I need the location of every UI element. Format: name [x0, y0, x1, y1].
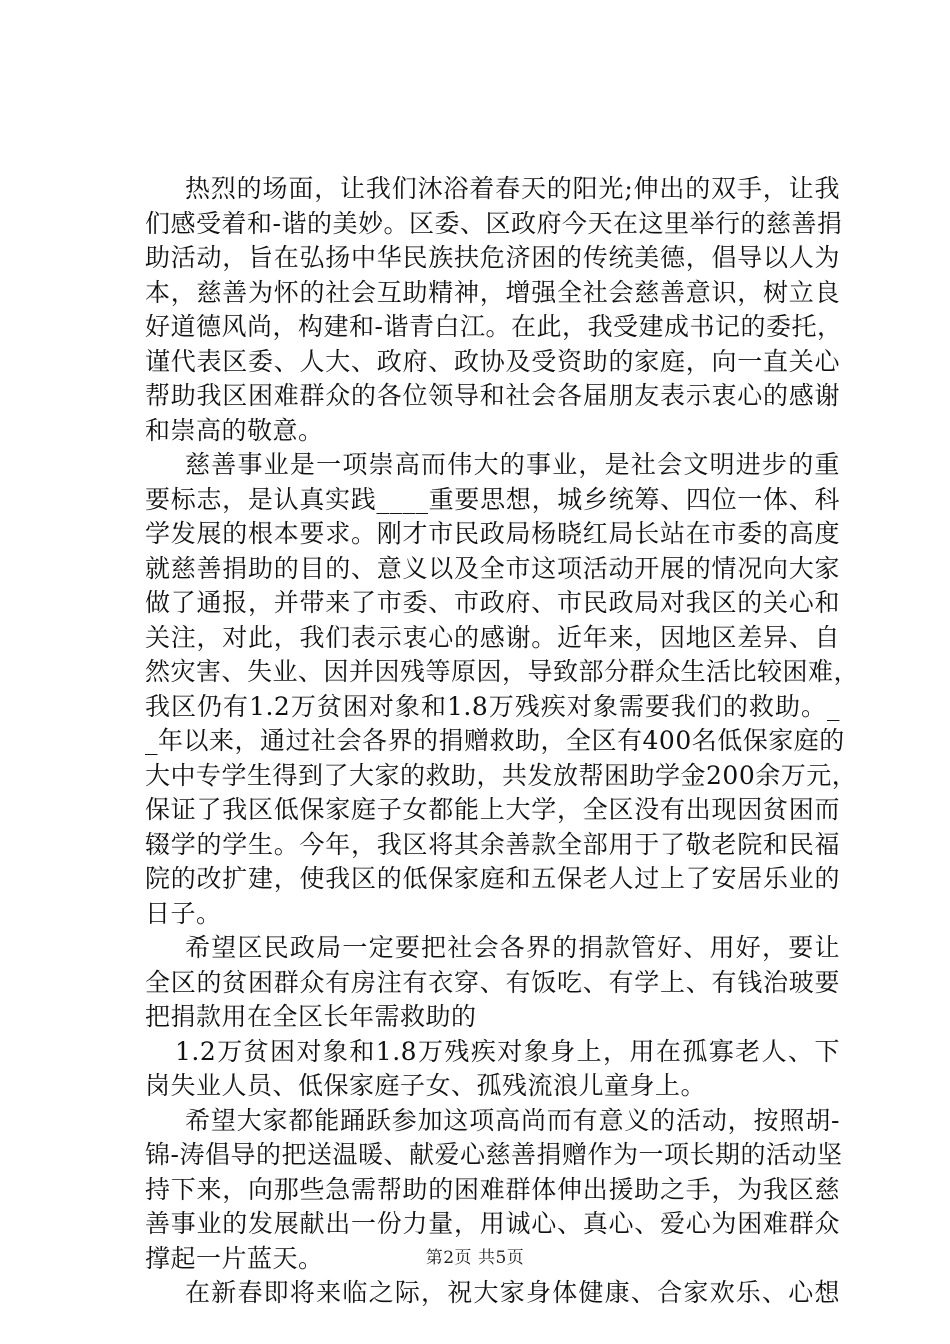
text-line: 辍学的学生。今年，我区将其余善款全部用于了敬老院和民福	[145, 829, 840, 859]
text-line: 就慈善捐助的目的、意义以及全市这项活动开展的情况向大家	[145, 553, 840, 583]
text-line: 和崇高的敬意。	[145, 415, 324, 445]
text-line: 关注，对此，我们表示衷心的感谢。近年来，因地区差异、自	[145, 622, 840, 652]
text-line: 岗失业人员、低保家庭子女、孤残流浪儿童身上。	[145, 1071, 707, 1100]
text-line: 在新春即将来临之际，祝大家身体健康、合家欢乐、心想	[185, 1278, 840, 1307]
text-line: 慈善事业是一项崇高而伟大的事业，是社会文明进步的重	[185, 450, 840, 479]
text-line: 然灾害、失业、因并因残等原因，导致部分群众生活比较困难，	[145, 657, 860, 686]
text-line: 学发展的根本要求。刚才市民政局杨晓红局长站在市委的高度	[145, 519, 840, 548]
text-line: 助活动，旨在弘扬中华民族扶危济困的传统美德，倡导以人为	[145, 243, 840, 272]
text-line: 日子。	[145, 898, 222, 928]
text-line: 把捐款用在全区长年需救助的	[145, 1002, 477, 1031]
text-line: 持下来，向那些急需帮助的困难群体伸出援助之手，为我区慈	[145, 1174, 840, 1204]
text-line: 做了通报，并带来了市委、市政府、市民政局对我区的关心和	[145, 588, 840, 617]
text-line: 们感受着和-谐的美妙。区委、区政府今天在这里举行的慈善捐	[145, 208, 843, 238]
text-line: 锦-涛倡导的把送温暖、献爱心慈善捐赠作为一项长期的活动坚	[145, 1140, 843, 1169]
text-line: 大中专学生得到了大家的救助，共发放帮困助学金200余万元，	[145, 760, 858, 790]
text-line: _年以来，通过社会各界的捐赠救助，全区有400名低保家庭的	[145, 726, 845, 755]
text-line: 本，慈善为怀的社会互助精神，增强全社会慈善意识，树立良	[145, 277, 840, 307]
text-line: 院的改扩建，使我区的低保家庭和五保老人过上了安居乐业的	[145, 864, 840, 893]
text-line: 保证了我区低保家庭子女都能上大学，全区没有出现因贫困而	[145, 795, 840, 824]
text-line: 谨代表区委、人大、政府、政协及受资助的家庭，向一直关心	[145, 346, 840, 376]
text-line: 要标志，是认真实践____重要思想，城乡统筹、四位一体、科	[145, 484, 840, 514]
text-line: 热烈的场面，让我们沐浴着春天的阳光;伸出的双手，让我	[185, 174, 840, 203]
page-number: 第2页 共5页	[425, 1248, 525, 1268]
text-line: 好道德风尚，构建和-谐青白江。在此，我受建成书记的委托，	[145, 312, 843, 341]
text-line: 全区的贫困群众有房注有衣穿、有饭吃、有学上、有钱治玻要	[145, 967, 840, 997]
page-footer	[0, 1243, 950, 1268]
text-line: 善事业的发展献出一份力量，用诚心、真心、爱心为困难群众	[145, 1209, 840, 1238]
text-line: 希望大家都能踊跃参加这项高尚而有意义的活动，按照胡-	[185, 1105, 840, 1135]
text-line: 我区仍有1.2万贫困对象和1.8万残疾对象需要我们的救助。_	[145, 691, 840, 721]
text-line: 帮助我区困难群众的各位领导和社会各届朋友表示衷心的感谢	[145, 381, 840, 410]
body-text	[145, 172, 860, 1311]
text-line: 1.2万贫困对象和1.8万残疾对象身上，用在孤寡老人、下	[175, 1036, 840, 1066]
text-line: 撑起一片蓝天。	[145, 1243, 324, 1273]
text-line: 希望区民政局一定要把社会各界的捐款管好、用好，要让	[185, 933, 840, 962]
